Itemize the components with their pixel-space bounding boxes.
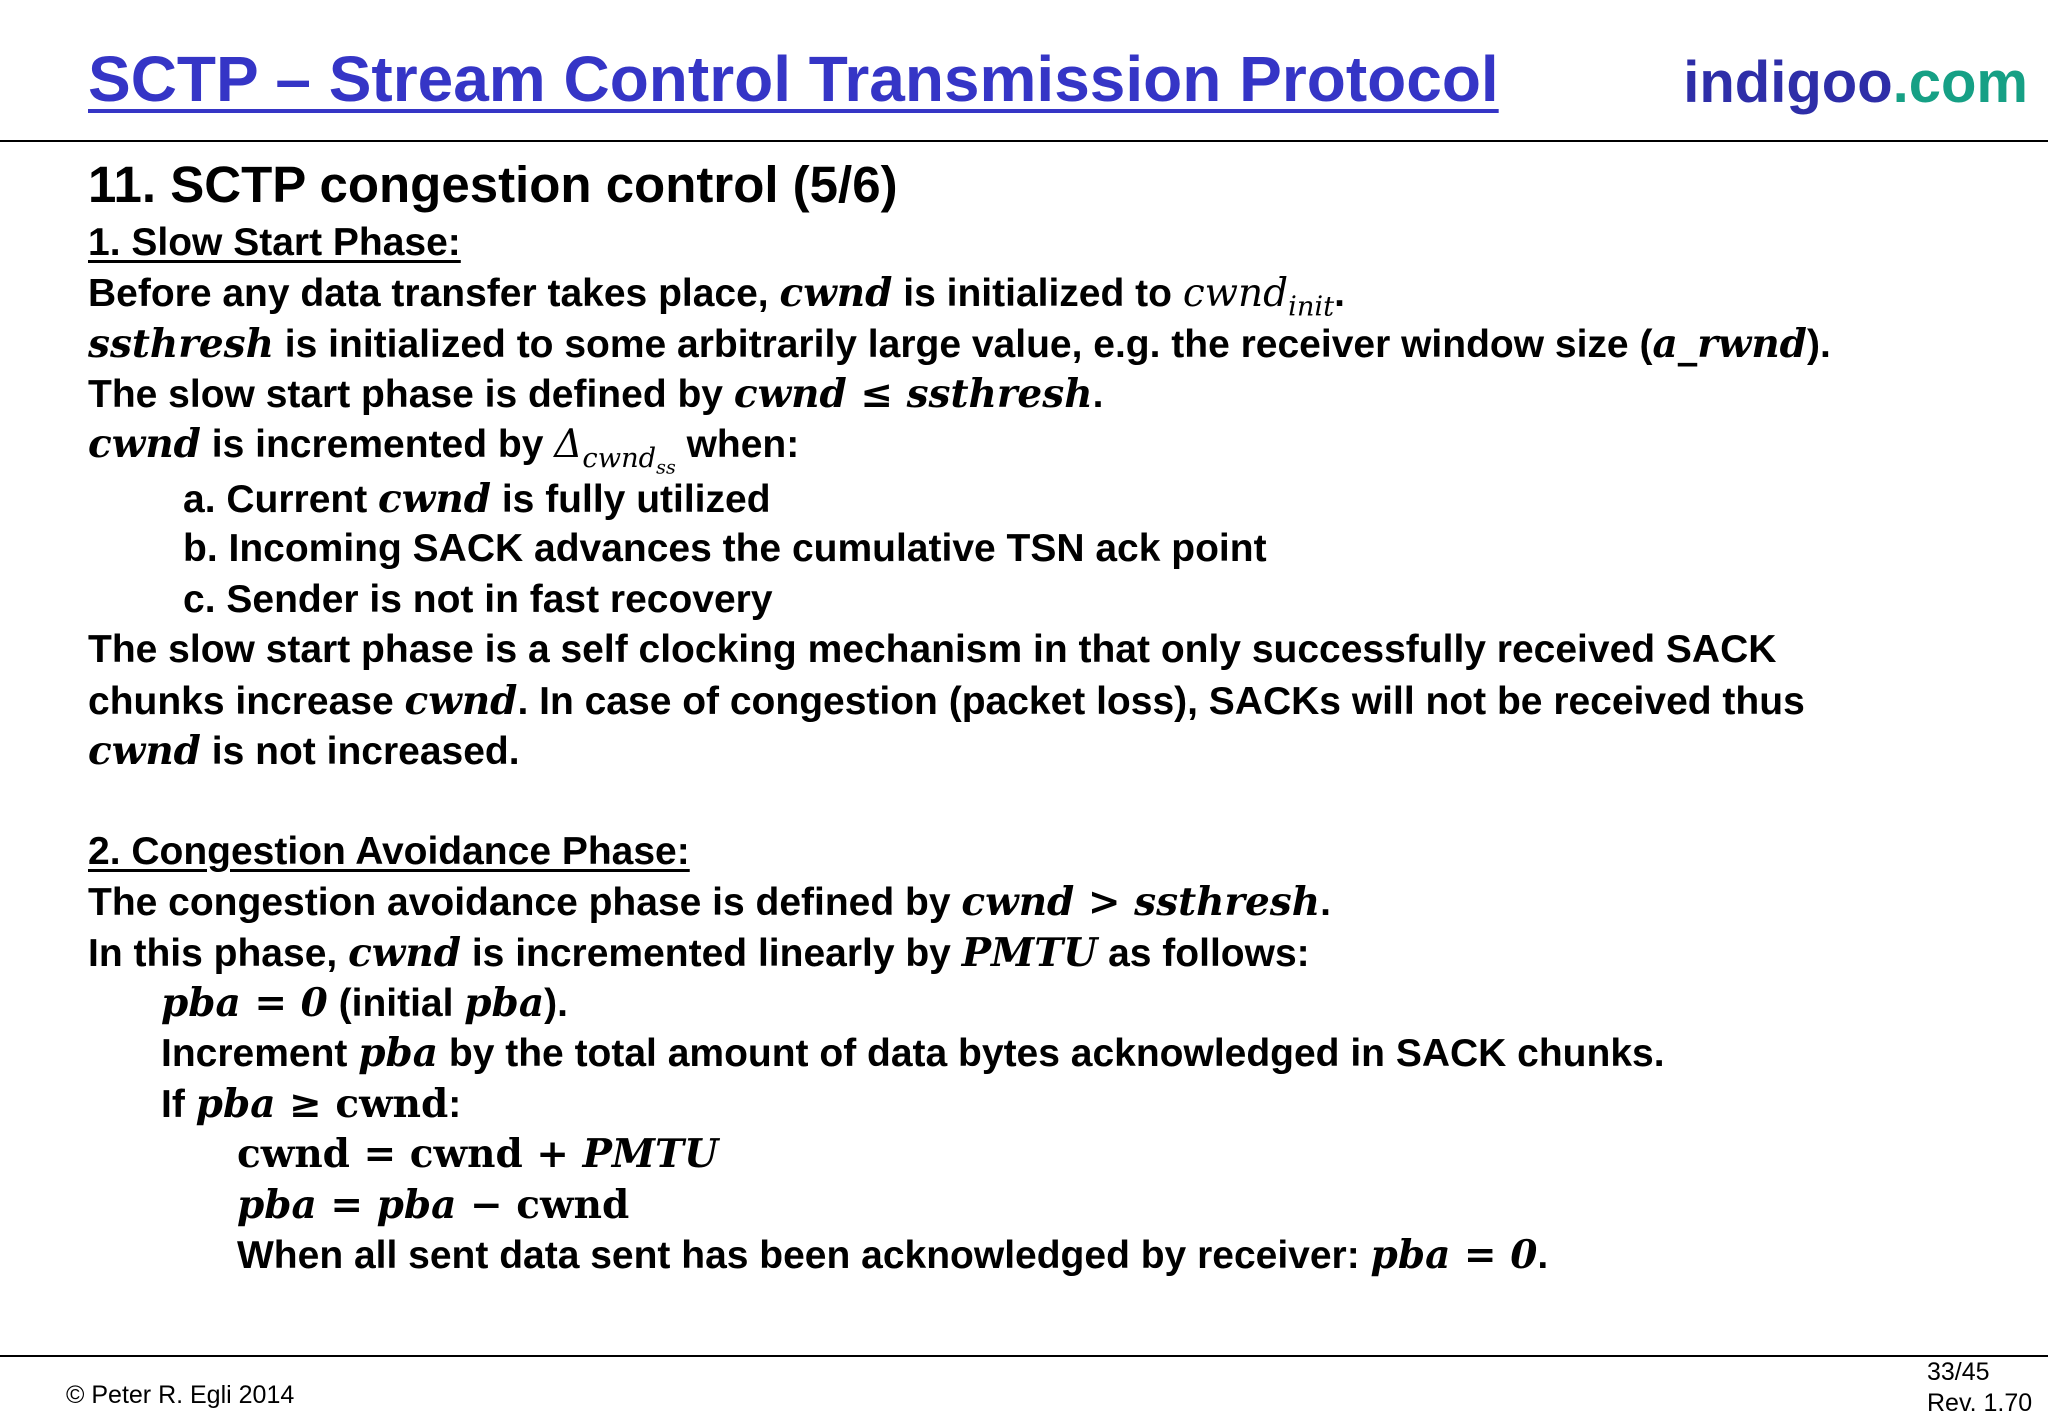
s2-line-defined: The congestion avoidance phase is defined by cwnd > ssthresh. [88, 879, 1331, 925]
footer-page-number: 33/45 [1927, 1358, 1990, 1386]
s2-line-reset: When all sent data sent has been acknowledged by receiver: pba = 0. [237, 1232, 1549, 1278]
section-1-title: 1. Slow Start Phase: [88, 221, 461, 264]
s1-paragraph-line-2: chunks increase cwnd. In case of congestion (packet loss), SACKs will not be received thus [88, 678, 1805, 724]
header-divider [0, 140, 2048, 142]
slide-heading: 11. SCTP congestion control (5/6) [88, 156, 898, 213]
section-2-title: 2. Congestion Avoidance Phase: [88, 830, 690, 873]
s2-line-phase: In this phase, cwnd is incremented linearly by PMTU as follows: [88, 930, 1310, 976]
s2-formula-cwnd: cwnd = cwnd + PMTU [237, 1131, 719, 1177]
s1-line-defined: The slow start phase is defined by cwnd ≤ ssthresh. [88, 371, 1104, 417]
brand-name: indigoo [1683, 50, 1893, 115]
footer-copyright: © Peter R. Egli 2014 [66, 1381, 295, 1409]
brand-domain: .com [1892, 50, 2028, 115]
s1-condition-a: a. Current cwnd is fully utilized [183, 476, 771, 522]
slide-header-title[interactable]: SCTP – Stream Control Transmission Protocol [88, 43, 1499, 115]
s1-paragraph-line-3: cwnd is not increased. [88, 728, 520, 774]
s1-line-increment: cwnd is incremented by $\Delta_{cwnd_{ss}}$ when: [88, 421, 800, 479]
s1-line-init: Before any data transfer takes place, cwnd is initialized to cwnd$_{init}$. [88, 270, 1345, 323]
footer-divider [0, 1355, 2048, 1357]
s1-paragraph-line-1: The slow start phase is a self clocking mechanism in that only successfully received SACK [88, 628, 1777, 671]
s1-condition-b: b. Incoming SACK advances the cumulative TSN ack point [183, 527, 1267, 570]
s2-line-if: If pba ≥ cwnd: [161, 1081, 462, 1127]
brand-logo [1683, 48, 2028, 118]
s2-line-pba-init: pba = 0 (initial pba). [161, 980, 568, 1026]
s2-formula-pba: pba = pba − cwnd [237, 1182, 630, 1228]
s1-condition-c: c. Sender is not in fast recovery [183, 578, 773, 621]
s2-line-increment-pba: Increment pba by the total amount of data bytes acknowledged in SACK chunks. [161, 1030, 1665, 1076]
footer-revision: Rev. 1.70 [1927, 1389, 2033, 1417]
s1-line-ssthresh: ssthresh is initialized to some arbitrarily large value, e.g. the receiver window size (a_rwnd). [88, 321, 1831, 367]
